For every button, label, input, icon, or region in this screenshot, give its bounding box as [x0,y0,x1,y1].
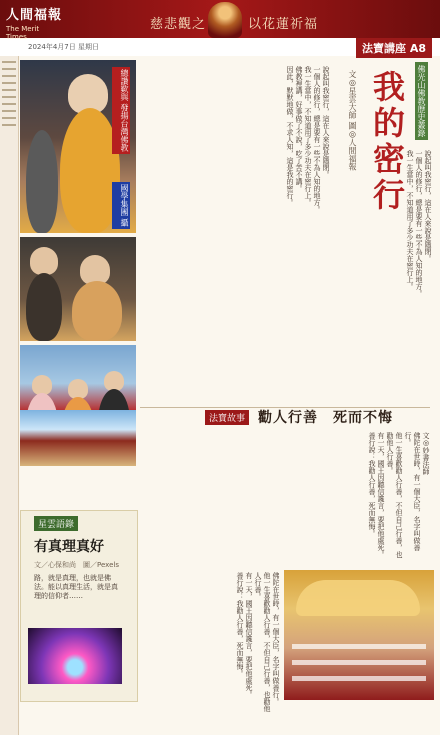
index-line [2,103,16,105]
index-line [2,117,16,119]
lead-body [140,66,330,396]
slogan-left: 慈悲觀之 [150,17,207,32]
index-line [2,75,16,77]
story-paragraph: 佛陀在世時，有一個大臣，名字叫做善行。 [404,432,421,551]
hall-seating-row [292,676,426,681]
brand-name-en: The Merit Times [6,25,40,41]
figure-robe [60,108,120,233]
quote-title: 有真理真好 [34,539,104,555]
series-label: 佛光山佛教歷史叢錄 [415,62,428,140]
lead-body-right [336,150,432,396]
story-author: 文◎妙書法師 [422,432,430,475]
photo-caption-1: 總讚歎與 發揚台灣佛教 [112,67,130,154]
lead-paragraph: 說起叫我密行，這在人來說是隱閉。 [424,150,432,262]
photo-gathering [20,237,136,341]
lead-paragraph: 我一生當中，不知道用了多少功夫在密行上。 [406,150,414,290]
story-paragraph: 有一天，國王因聽信讒言，要把他處死。 [377,432,385,558]
quote-text: 路，就是真理，也就是佛法。能以真理生活，就是真理的信仰者…… [34,574,118,600]
story-body [140,432,430,562]
quote-tag: 星雲語錄 [34,516,78,531]
lead-paragraph: 說起叫我密行，這在人來說是隱閉。 [322,66,330,178]
story-paragraph: 善行說：我勸人行善，死而無悔。 [236,572,244,677]
lead-paragraph: 因此，默默地做，不求人知，這是我的密行。 [286,66,294,206]
index-strip [0,56,19,735]
story-paragraph: 他一生喜歡勸人行善，不但自己行善，也勸他人行善。 [386,432,403,558]
figure-head [104,371,124,391]
index-line [2,110,16,112]
photo-hall [284,570,434,700]
quote-author: 文／心保和尚 圖／Pexels [34,561,119,569]
story-tag: 法寶故事 [205,410,249,425]
lead-paragraph: 一個人的修行，總是要有一些不為人知的地方。 [313,66,321,213]
hall-seating-row [292,660,426,665]
issue-date: 2024年4月7日 星期日 [28,43,99,51]
flower-image [28,628,122,684]
section-label: 法寶講座 A8 [356,38,432,58]
figure-body [26,273,62,341]
figure-head [30,247,58,275]
index-line [2,68,16,70]
index-line [2,82,16,84]
lead-paragraph: 佛教裡講，好事做了不說，吃了苦不講。 [295,66,303,192]
story-title: 勸人行善 死而不悔 [258,410,393,426]
lead-title: 我的密行 [368,70,406,214]
figure-attendant [26,130,58,233]
story-paragraph: 佛陀在世時，有一個大臣，名字叫做善行。 [272,572,280,705]
index-line [2,61,16,63]
index-line [2,89,16,91]
photo-temple [20,410,136,466]
masthead [0,0,440,56]
photo-caption-2: 國學集團 攝 [112,182,130,229]
figure-body [72,281,122,341]
story-body-lower [140,572,280,712]
index-line [2,124,16,126]
story-paragraph: 他一生喜歡勸人行善，不但自己行善，也勸他人行善。 [254,572,271,712]
index-line [2,96,16,98]
story-paragraph: 善行說：我勸人行善，死而無悔。 [368,432,376,537]
brand-name: 人間福報 [6,8,63,23]
figure-head [68,379,88,399]
hall-ceiling [296,580,420,616]
story-paragraph: 有一天，國王因聽信讒言，要把他處死。 [245,572,253,698]
hall-seating-row [292,644,426,649]
lead-paragraph: 一個人的修行，總是要有一些不為人知的地方。 [415,150,423,297]
lead-paragraph: 我一生當中，不知道用了多少功夫在密行上。 [304,66,312,206]
brand-logo [6,4,63,41]
slogan-right: 以花蓮祈福 [248,17,319,32]
figure-head [32,375,52,395]
buddha-icon [208,2,242,38]
lead-author: 文◎星雲大師 圖◎人間福報 [348,70,357,171]
